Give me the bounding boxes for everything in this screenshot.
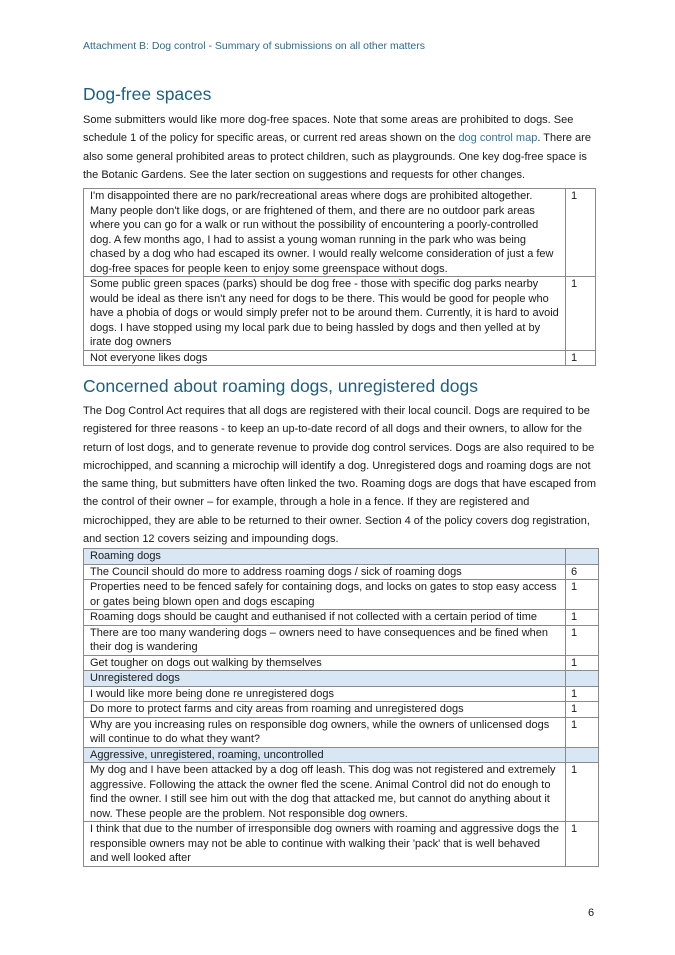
count-cell	[566, 671, 599, 687]
dog-free-intro-text: Some submitters would like more dog-free spaces. Note that some areas are prohibited to dogs. See schedule 1 of the policy for specific areas, or current red areas shown on the	[83, 114, 574, 145]
dog-free-intro-text-end: . There are also some general prohibited areas to protect children, such as playgrounds. One key dog-free space is the Botanic Gardens. See the later section on suggestions and requests for other changes.	[83, 132, 591, 181]
comment-cell: Not everyone likes dogs	[84, 350, 566, 366]
count-cell: 6	[566, 564, 599, 580]
table-group-header-row	[84, 549, 599, 565]
count-cell: 1	[566, 277, 596, 351]
table-group-header-row	[84, 671, 599, 687]
comment-cell: Some public green spaces (parks) should be dog free - those with specific dog parks nearby would be ideal as there isn't any need for dogs to be there. This would be good for people who have a phobia of dogs or would simply prefer not to be around them. Currently, it is hard to avoid dogs. I have stopped using my local park due to being hassled by dogs and then yelled at by irate dog owners	[84, 277, 566, 351]
group-header-cell: Unregistered dogs	[84, 671, 566, 687]
comment-cell: There are too many wandering dogs – owners need to have consequences and be fined when their dog is wandering	[84, 625, 566, 655]
table-row	[84, 702, 599, 718]
count-cell: 1	[566, 350, 596, 366]
table-row	[84, 625, 599, 655]
comment-cell: Get tougher on dogs out walking by themselves	[84, 655, 566, 671]
comment-cell: Why are you increasing rules on responsible dog owners, while the owners of unlicensed dogs will continue to do what they want?	[84, 717, 566, 747]
table-row	[84, 189, 596, 277]
count-cell	[566, 549, 599, 565]
comment-cell: Do more to protect farms and city areas from roaming and unregistered dogs	[84, 702, 566, 718]
count-cell: 1	[566, 702, 599, 718]
table-row	[84, 564, 599, 580]
comment-cell: The Council should do more to address roaming dogs / sick of roaming dogs	[84, 564, 566, 580]
table-group-header-row	[84, 747, 599, 763]
count-cell: 1	[566, 580, 599, 610]
group-header-cell: Roaming dogs	[84, 549, 566, 565]
table-row	[84, 655, 599, 671]
comment-cell: Roaming dogs should be caught and euthanised if not collected with a certain period of time	[84, 610, 566, 626]
count-cell: 1	[566, 763, 599, 822]
comment-cell: My dog and I have been attacked by a dog off leash. This dog was not registered and extremely aggressive. Following the attack the owner fled the scene. Animal Control did not do enough to find the owner. I still see him out with the dog that attacked me, but cannot do anything about it now. These people are the problem. Not responsible dog owners.	[84, 763, 566, 822]
comment-cell: Properties need to be fenced safely for containing dogs, and locks on gates to stop easy access or gates being blown open and dogs escaping	[84, 580, 566, 610]
comment-cell: I think that due to the number of irresponsible dog owners with roaming and aggressive dogs the responsible owners may not be able to continue with walking their 'pack' that is well behaved and well looked after	[84, 822, 566, 867]
dog-control-map-link[interactable]: dog control map	[458, 132, 538, 145]
table-row	[84, 277, 596, 351]
dog-free-submissions-table	[83, 188, 596, 366]
roaming-dogs-submissions-table	[83, 548, 599, 867]
table-row	[84, 822, 599, 867]
count-cell: 1	[566, 625, 599, 655]
count-cell: 1	[566, 610, 599, 626]
dog-free-intro-paragraph	[83, 111, 598, 184]
table-row	[84, 763, 599, 822]
page-header: Attachment B: Dog control - Summary of submissions on all other matters	[83, 40, 425, 52]
comment-cell: I'm disappointed there are no park/recreational areas where dogs are prohibited altogether. Many people don't like dogs, or are frightened of them, and there are no outdoor park areas where you can go for a walk or run without the possibility of encountering a poorly-controlled dog. A few months ago, I had to assist a young woman running in the park who was being chased by a dog who had escaped its owner. I would really welcome consideration of just a few dog-free spaces for people keen to enjoy some greenspace without dogs.	[84, 189, 566, 277]
table-row	[84, 717, 599, 747]
section-title-dog-free-spaces: Dog-free spaces	[83, 84, 212, 104]
count-cell: 1	[566, 189, 596, 277]
table-row	[84, 580, 599, 610]
count-cell: 1	[566, 717, 599, 747]
count-cell	[566, 747, 599, 763]
count-cell: 1	[566, 686, 599, 702]
count-cell: 1	[566, 822, 599, 867]
table-row	[84, 686, 599, 702]
roaming-dogs-intro-paragraph: The Dog Control Act requires that all dogs are registered with their local council. Dogs are required to be registered for three reasons - to keep an up-to-date record of all dogs and their owners, to allow for the return of lost dogs, and to generate revenue to provide dog control services. Dogs are also required to be microchipped, and scanning a microchip will identify a dog. Unregistered dogs and roaming dogs are not the same thing, but submitters have often linked the two. Roaming dogs are dogs that have escaped from the control of their owner – for example, through a hole in a fence. If they are registered and microchipped, they are able to be returned to their owner. Section 4 of the policy covers dog registration, and section 12 covers seizing and impounding dogs.	[83, 405, 597, 546]
section-title-roaming-dogs: Concerned about roaming dogs, unregistered dogs	[83, 376, 478, 396]
table-row	[84, 350, 596, 366]
table-row	[84, 610, 599, 626]
page-number: 6	[588, 907, 595, 919]
group-header-cell: Aggressive, unregistered, roaming, uncontrolled	[84, 747, 566, 763]
comment-cell: I would like more being done re unregistered dogs	[84, 686, 566, 702]
count-cell: 1	[566, 655, 599, 671]
